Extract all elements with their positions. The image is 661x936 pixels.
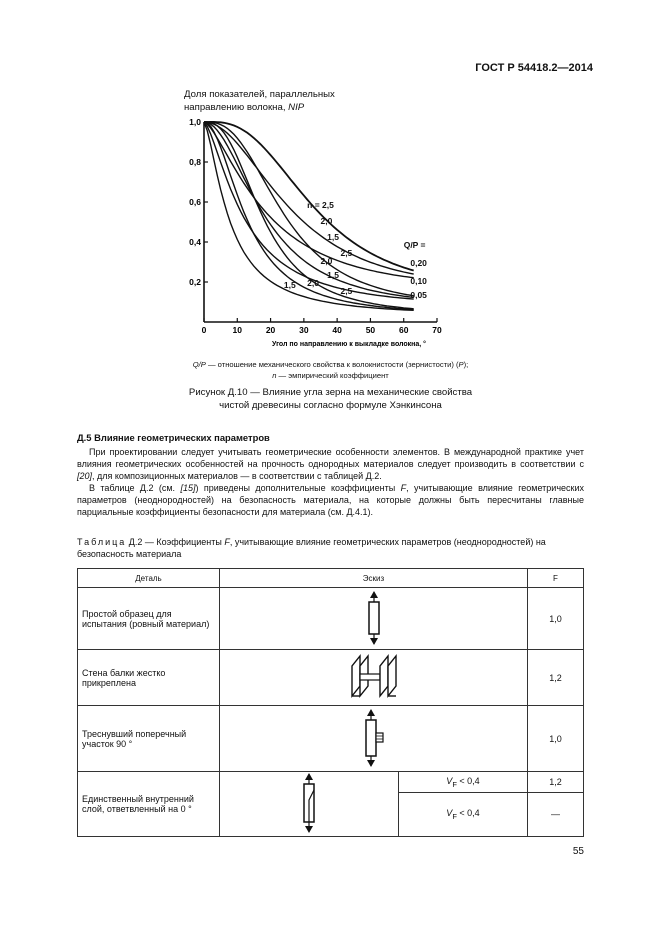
annotation-n-value: 2,0 [320, 216, 333, 226]
figure-caption-line1: Рисунок Д.10 — Влияние угла зерна на механические свойства [188, 387, 473, 398]
y-tick-label: 0,6 [189, 197, 201, 207]
y-tick-label: 0,2 [189, 277, 201, 287]
annotation-n-value: 2,5 [340, 286, 353, 296]
annotation-qp-value: 0,10 [410, 276, 427, 286]
vf-condition-2: $V_F < 0,4$ [399, 792, 528, 836]
x-tick-label: 0 [201, 325, 207, 335]
hankinson-chart [180, 112, 460, 357]
table-header-row [78, 569, 584, 588]
table-caption: Таблица Д.2 — Коэффициенты F, учитывающие влияние геометрических параметров (неоднородностей) на безопасность материала [77, 537, 546, 559]
legend-qp: Q/P — отношение механического свойства к волокнистости (зернистости) (P); [192, 360, 469, 369]
x-tick-label: 60 [398, 325, 409, 335]
x-tick-label: 20 [265, 325, 276, 335]
x-tick-label: 10 [232, 325, 243, 335]
annotation-n-value: 2,0 [307, 278, 320, 288]
vf-condition-1: $V_F < 0,4$ [399, 772, 528, 793]
table-row [78, 706, 584, 772]
series-line [204, 122, 414, 274]
x-tick-label: 70 [432, 325, 442, 335]
row-detail: Треснувший поперечный участок 90 ° [78, 706, 220, 772]
annotation-qp-value: 0,05 [410, 290, 427, 300]
beam-web-sketch-icon [348, 652, 400, 702]
legend-n: n — эмпирический коэффициент [272, 371, 389, 380]
paragraph-1: При проектировании следует учитывать геометрические особенности элементов. В международной практике учет влияния геометрических особенностей на прочность однородных материалов следует производить в соответствии с [20], для композиционных материалов — в соответствии с таблицей Д.2. [77, 447, 584, 481]
cracked-section-sketch-icon [359, 708, 389, 768]
annotation-n-value: 1,5 [327, 270, 339, 280]
row-f: 1,0 [528, 706, 584, 772]
series-line [204, 122, 414, 271]
chart-y-label [184, 88, 335, 114]
header-f: F [528, 569, 584, 588]
row-f: 1,2 [528, 650, 584, 706]
sketch-cell [220, 588, 528, 650]
annotation-n-value: 1,5 [327, 232, 339, 242]
annotation-n-value: 2,0 [320, 256, 333, 266]
table-row [78, 772, 584, 793]
row-f: 1,0 [528, 588, 584, 650]
y-tick-label: 0,4 [189, 237, 201, 247]
annotation-n-value: 1,5 [283, 280, 296, 290]
simple-specimen-sketch-icon [359, 590, 389, 646]
table-row [78, 588, 584, 650]
sketch-cell [220, 650, 528, 706]
standard-number: ГОСТ Р 54418.2—2014 [475, 62, 593, 74]
y-tick-label: 1,0 [189, 117, 201, 127]
annotation-qp-value: 0,20 [410, 258, 427, 268]
row-detail: Простой образец для испытания (ровный материал) [78, 588, 220, 650]
annotation-qp-header: Q/P = [403, 240, 426, 250]
paragraph-2: В таблице Д.2 (см. [15]) приведены дополнительные коэффициенты F, учитывающие влияние геометрических параметров (неоднородностей) на безопасность материала, на которые должны быть пересчитаны главные парциальные коэффициенты безопасности для материала (см. Д.4.1). [77, 483, 584, 517]
annotation-n: n = 2,5 [307, 200, 334, 210]
coefficients-table [77, 568, 584, 837]
inner-layer-sketch-icon [297, 772, 321, 834]
y-label-line1: Доля показателей, параллельных [184, 89, 335, 100]
x-tick-label: 40 [332, 325, 342, 335]
figure-caption-line2: чистой древесины согласно формуле Хэнкинсона [219, 400, 442, 411]
table-row [78, 650, 584, 706]
sketch-cell [220, 706, 528, 772]
row-f: 1,2 [528, 772, 584, 793]
row-f: — [528, 792, 584, 836]
annotation-n-value: 2,5 [340, 248, 353, 258]
section-title: Д.5 Влияние геометрических параметров [77, 432, 270, 443]
sketch-cell [220, 772, 399, 837]
y-tick-label: 0,8 [189, 157, 201, 167]
row-detail: Стена балки жестко прикреплена [78, 650, 220, 706]
header-sketch: Эскиз [220, 569, 528, 588]
header-detail: Деталь [78, 569, 220, 588]
row-detail: Единственный внутренний слой, ответвленный на 0 ° [78, 772, 220, 837]
x-tick-label: 50 [365, 325, 376, 335]
x-axis-label: Угол по направлению к выкладке волокна, ° [272, 341, 426, 348]
x-tick-label: 30 [299, 325, 309, 335]
y-label-line2: направлению волокна, NIP [184, 102, 305, 113]
page-number: 55 [572, 846, 584, 857]
